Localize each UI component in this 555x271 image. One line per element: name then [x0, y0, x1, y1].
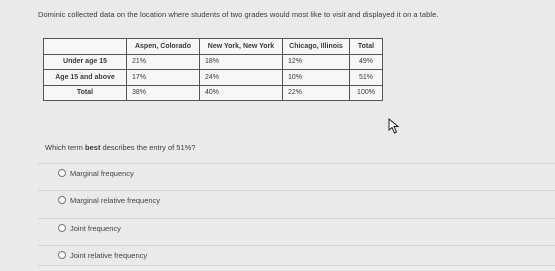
- table-row: [44, 70, 383, 86]
- table-cell: 51%: [350, 70, 383, 86]
- radio-button[interactable]: [58, 196, 66, 204]
- row-header-15-and-above: Age 15 and above: [44, 70, 127, 86]
- answer-option-marginal-relative-frequency[interactable]: [38, 190, 555, 209]
- table-cell: 49%: [350, 54, 383, 70]
- answer-option-joint-relative-frequency[interactable]: [38, 245, 555, 264]
- row-header-total: Total: [44, 85, 127, 101]
- table-cell: 17%: [127, 70, 200, 86]
- radio-button[interactable]: [58, 224, 66, 232]
- table-corner-cell: [44, 39, 127, 55]
- table-cell: 10%: [283, 70, 350, 86]
- table-cell: 22%: [283, 85, 350, 101]
- table-cell: 24%: [200, 70, 283, 86]
- column-header-total: Total: [350, 39, 383, 55]
- radio-button[interactable]: [58, 169, 66, 177]
- answer-option-marginal-frequency[interactable]: [38, 163, 555, 182]
- radio-button[interactable]: [58, 251, 66, 259]
- table-cell: 21%: [127, 54, 200, 70]
- table-cell: 100%: [350, 85, 383, 101]
- mouse-cursor-icon: [388, 118, 402, 134]
- column-header-chicago: Chicago, Illinois: [283, 39, 350, 55]
- divider: [38, 265, 555, 266]
- table-row: [44, 54, 383, 70]
- table-row: [44, 85, 383, 101]
- question-text-after: describes the entry of 51%?: [100, 143, 196, 152]
- question-prompt: Dominic collected data on the location where students of two grades would most like to visit and displayed it on a table.: [38, 10, 439, 19]
- question-text-before: Which term: [45, 143, 86, 152]
- answer-option-label: Joint frequency: [70, 223, 121, 233]
- question-text: [45, 143, 196, 152]
- table-header-row: [44, 39, 383, 55]
- column-header-new-york: New York, New York: [200, 39, 283, 55]
- answer-option-label: Joint relative frequency: [70, 250, 148, 260]
- column-header-aspen: Aspen, Colorado: [127, 39, 200, 55]
- table-cell: 38%: [127, 85, 200, 101]
- table-cell: 18%: [200, 54, 283, 70]
- answer-option-label: Marginal frequency: [70, 168, 134, 178]
- question-text-emphasis: best: [85, 143, 101, 152]
- row-header-under-15: Under age 15: [44, 54, 127, 70]
- table-cell: 40%: [200, 85, 283, 101]
- answer-option-joint-frequency[interactable]: [38, 218, 555, 237]
- table-cell: 12%: [283, 54, 350, 70]
- answer-option-label: Marginal relative frequency: [70, 195, 161, 205]
- frequency-table: [43, 38, 383, 101]
